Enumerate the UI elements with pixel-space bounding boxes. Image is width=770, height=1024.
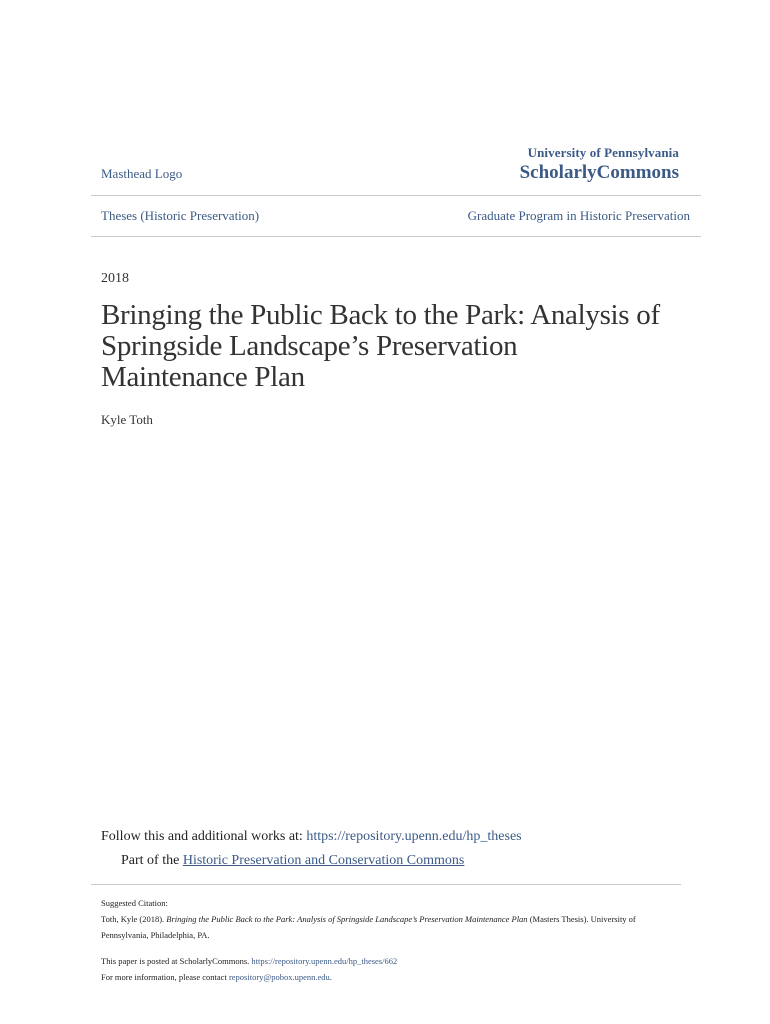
follow-prefix: Follow this and additional works at: bbox=[101, 829, 307, 844]
follow-line bbox=[101, 829, 522, 845]
footer-divider bbox=[91, 884, 681, 885]
institution-name[interactable]: University of Pennsylvania bbox=[527, 145, 679, 160]
department-link[interactable]: Graduate Program in Historic Preservation bbox=[467, 208, 690, 223]
citation-title: Bringing the Public Back to the Park: Analysis of Springside Landscape’s Preservation Maintenance Plan bbox=[166, 914, 528, 924]
contact-line bbox=[101, 969, 681, 985]
commons-link[interactable]: Historic Preservation and Conservation Commons bbox=[182, 853, 465, 868]
citation-label: Suggested Citation: bbox=[101, 898, 168, 908]
repository-branding bbox=[520, 145, 679, 184]
series-link[interactable]: Theses (Historic Preservation) bbox=[101, 208, 260, 223]
contact-email-link[interactable]: repository@pobox.upenn.edu bbox=[228, 972, 330, 982]
publication-year: 2018 bbox=[101, 271, 129, 286]
header-divider bbox=[91, 195, 701, 196]
partof-line bbox=[121, 853, 464, 869]
contact-suffix: . bbox=[329, 972, 332, 982]
nav-divider bbox=[91, 236, 701, 237]
citation-author: Toth, Kyle (2018). bbox=[101, 914, 167, 924]
partof-prefix: Part of the bbox=[121, 853, 183, 868]
citation-rest: (Masters Thesis). University of Pennsylvania, Philadelphia, PA. bbox=[101, 914, 636, 940]
suggested-citation bbox=[101, 895, 681, 943]
masthead-logo[interactable]: Masthead Logo bbox=[101, 166, 183, 181]
collection-link[interactable]: https://repository.upenn.edu/hp_theses bbox=[306, 829, 522, 844]
document-title: Bringing the Public Back to the Park: Analysis of Springside Landscape’s Preservation Maintenance Plan bbox=[101, 299, 660, 393]
paper-url-link[interactable]: https://repository.upenn.edu/hp_theses/662 bbox=[251, 956, 398, 966]
repository-name[interactable]: ScholarlyCommons bbox=[519, 162, 679, 183]
posted-prefix: This paper is posted at ScholarlyCommons. bbox=[101, 956, 252, 966]
citation-text bbox=[101, 911, 681, 943]
posted-info bbox=[101, 953, 681, 985]
contact-prefix: For more information, please contact bbox=[101, 972, 229, 982]
posted-line bbox=[101, 953, 681, 969]
author-name: Kyle Toth bbox=[101, 412, 153, 427]
